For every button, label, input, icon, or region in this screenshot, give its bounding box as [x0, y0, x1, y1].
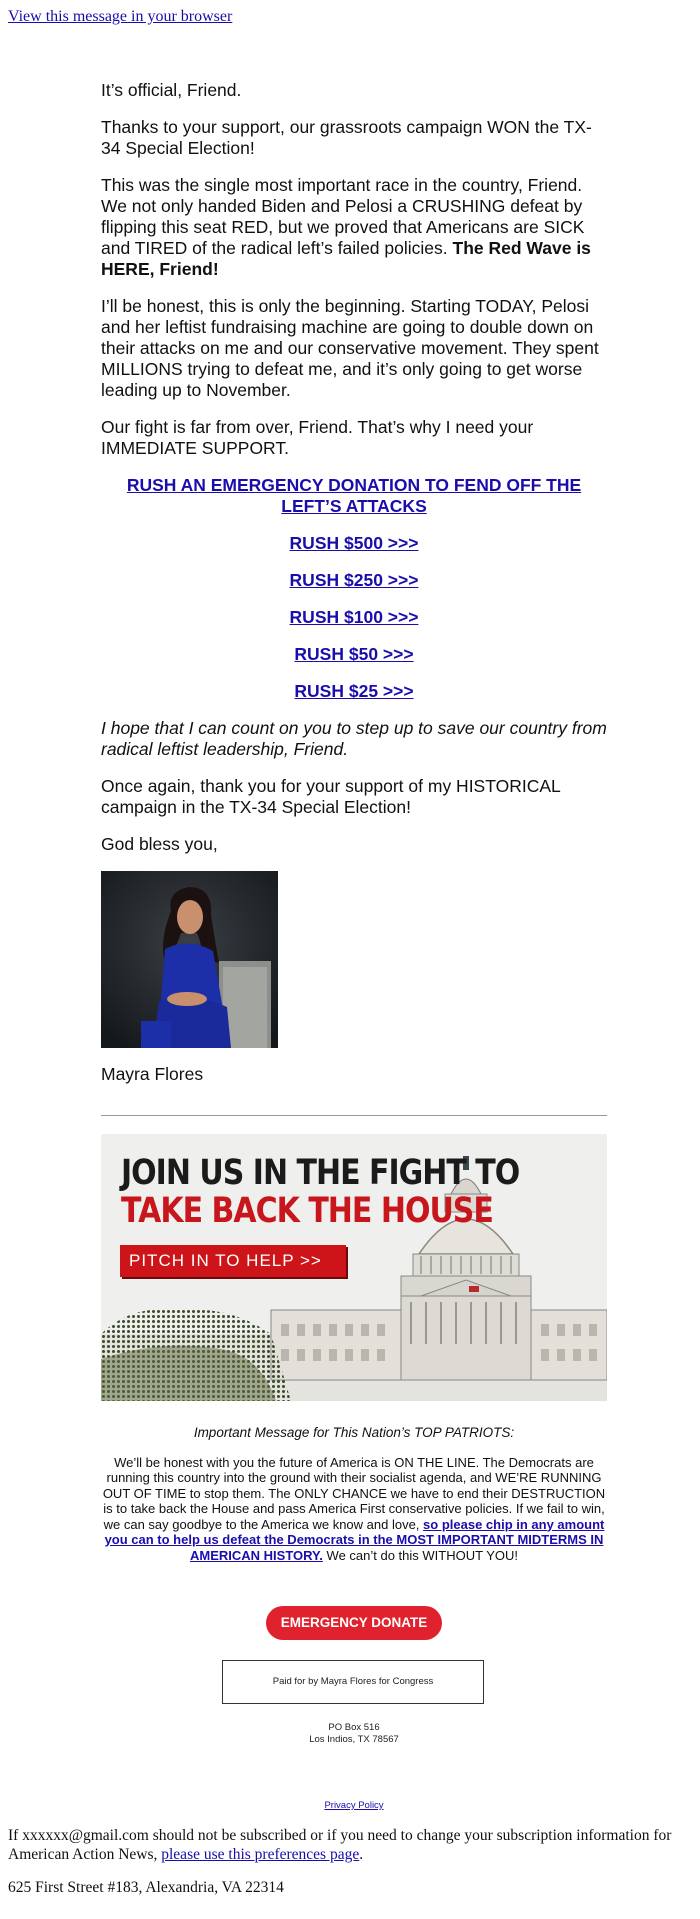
rush-50-link[interactable]: RUSH $50 >>> — [294, 644, 414, 664]
footer-period: . — [359, 1846, 364, 1863]
paragraph-win: Thanks to your support, our grassroots campaign WON the TX-34 Special Election! — [101, 117, 592, 158]
candidate-photo — [101, 871, 278, 1048]
view-in-browser-link[interactable]: View this message in your browser — [8, 8, 233, 25]
donation-links — [101, 475, 607, 702]
pitch-in-button[interactable]: PITCH IN TO HELP >> — [120, 1245, 346, 1277]
important-message-heading: Important Message for This Nation’s TOP PATRIOTS: — [193, 1425, 515, 1440]
red-wave-text: The Red Wave is HERE, Friend! — [101, 238, 591, 279]
city-line: Los Indios, TX 78567 — [309, 1734, 399, 1745]
paragraph-honest: I’ll be honest, this is only the beginning. Starting TODAY, Pelosi and her leftist fundraising machine are going to double down on their attacks on me and our conservative movement. They spent MILLIONS trying to defeat me, and it’s only going to get worse leading up to November. — [101, 296, 599, 400]
preferences-link[interactable]: please use this preferences page — [161, 1846, 360, 1863]
signature-name: Mayra Flores — [101, 1064, 204, 1084]
paragraph-hope: I hope that I can count on you to step up to save our country from radical leftist leadership, Friend. — [101, 718, 607, 759]
emergency-donate-button[interactable]: EMERGENCY DONATE — [266, 1606, 442, 1640]
paragraph-fight: Our fight is far from over, Friend. That’s why I need your IMMEDIATE SUPPORT. — [101, 417, 534, 458]
paid-for-disclaimer: Paid for by Mayra Flores for Congress — [222, 1660, 484, 1704]
closing: God bless you, — [101, 834, 218, 854]
campaign-address — [101, 1722, 607, 1746]
chip-in-link[interactable]: so please chip in any amount you can to help us defeat the Democrats in the MOST IMPORTANT MIDTERMS IN AMERICAN HISTORY. — [104, 1516, 605, 1563]
privacy-row — [101, 1800, 607, 1811]
footer-address: 625 First Street #183, Alexandria, VA 22314 — [8, 1879, 284, 1896]
paragraph-thanks: Once again, thank you for your support of my HISTORICAL campaign in the TX-34 Special Election! — [101, 776, 561, 817]
greeting: It’s official, Friend. — [101, 80, 242, 100]
email-body — [101, 80, 607, 1085]
privacy-policy-link[interactable]: Privacy Policy — [324, 1800, 384, 1811]
important-message-text: We’ll be honest with you the future of America is ON THE LINE. The Democrats are running this country into the ground with their socialist agenda, and WE’RE RUNNING OUT OF TIME to stop them. The ONLY CHANCE we have to end their DESTRUCTION is to take back the House and pass America First conservative policies. If we fail to win, we can say goodbye to the America we know and love, — [102, 1454, 606, 1532]
footer-text: If xxxxxx@gmail.com should not be subscribed or if you need to change your subscription information for American Action News, — [8, 1827, 672, 1863]
subscription-footer — [8, 1826, 692, 1864]
banner-headline-line1: JOIN US IN THE FIGHT TO — [121, 1153, 520, 1194]
paragraph-race — [101, 175, 607, 280]
banner-headline-line2: TAKE BACK THE HOUSE — [121, 1191, 493, 1232]
rush-500-link[interactable]: RUSH $500 >>> — [289, 533, 419, 553]
rush-100-link[interactable]: RUSH $100 >>> — [289, 607, 419, 627]
po-box: PO Box 516 — [328, 1722, 380, 1733]
important-message-tail: We can’t do this WITHOUT YOU! — [326, 1547, 518, 1563]
rush-25-link[interactable]: RUSH $25 >>> — [294, 681, 414, 701]
divider — [101, 1115, 607, 1116]
rush-250-link[interactable]: RUSH $250 >>> — [289, 570, 419, 590]
important-message-body — [101, 1455, 607, 1564]
important-message — [101, 1425, 607, 1563]
take-back-house-banner[interactable] — [101, 1134, 607, 1401]
paragraph-race-text: This was the single most important race in the country, Friend. We not only handed Biden and Pelosi a CRUSHING defeat by flipping this seat RED, but we proved that Americans are SICK and TIRED of the radical left’s failed policies. — [101, 175, 585, 258]
emergency-donation-link[interactable]: RUSH AN EMERGENCY DONATION TO FEND OFF THE LEFT’S ATTACKS — [126, 475, 582, 516]
